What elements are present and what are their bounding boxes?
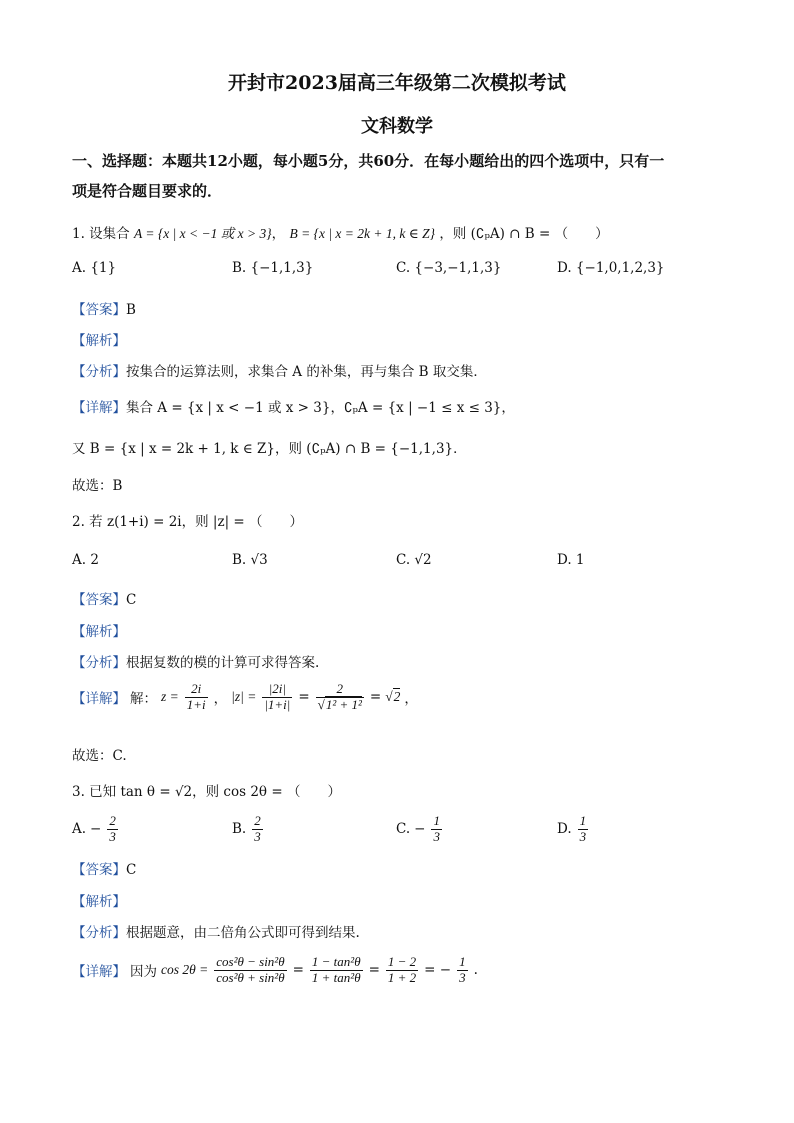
q1-choose: 故选：B (72, 478, 123, 494)
q2-fraction-3: $\frac{2}{\text{√1² + 1²}}$ (317, 681, 362, 712)
q3-answer: C (126, 862, 137, 878)
q1-option-d: D. {−1,0,1,2,3} (557, 260, 665, 276)
q1-detail-line1: 【详解】集合 A = {x | x < −1 或 x > 3}，∁ₚA = {x | −1 ≤ x ≤ 3}， (72, 400, 515, 416)
q3-option-c: C. − $\frac{1}{3}$ (396, 813, 440, 844)
q2-answer: C (126, 592, 137, 608)
q2-option-a: A. 2 (72, 552, 99, 568)
q2-detail-line: 【详解】 解： z = $\frac{2i}{1+i}$ ， |z| = $\frac{|2i|}{|1+i|}$ = $\frac{2}{\text{√1² + 1²}}$ = √2 ， (72, 681, 418, 712)
q1-answer: B (126, 302, 136, 318)
q2-choose: 故选：C. (72, 748, 127, 764)
q3-option-a: A. − $\frac{2}{3}$ (72, 813, 116, 844)
q1-analysis-label: 【解析】 (72, 333, 126, 349)
q1-option-a: A. {1} (72, 260, 117, 276)
q3-analysis-label: 【解析】 (72, 894, 126, 910)
q2-stem: 2. 若 z(1+i) = 2i，则 |z| = （ ） (72, 514, 304, 530)
q1-fenxi-line: 【分析】按集合的运算法则，求集合 A 的补集，再与集合 B 取交集． (72, 364, 487, 380)
q2-option-d: D. 1 (557, 552, 585, 568)
q2-fraction-2: $\frac{|2i|}{|1+i|}$ (264, 681, 291, 712)
q3-option-d: D. $\frac{1}{3}$ (557, 813, 587, 844)
q3-option-b: B. $\frac{2}{3}$ (232, 813, 261, 844)
q2-answer-line: 【答案】C (72, 592, 137, 608)
q3-fenxi-line: 【分析】根据题意，由二倍角公式即可得到结果. (72, 925, 360, 941)
section-heading-line1: 一、选择题：本题共12小题，每小题5分，共60分．在每小题给出的四个选项中，只有一 (72, 152, 665, 170)
q2-option-b: B. √3 (232, 552, 268, 568)
q1-stem: 1. 设集合 A = {x | x < −1 或 x > 3}， B = {x | x = 2k + 1, k ∈ Z} ，则 (∁ₚA) ∩ B = （ ） (72, 226, 609, 242)
q2-option-c: C. √2 (396, 552, 432, 568)
q3-stem: 3. 已知 tan θ = √2，则 cos 2θ = （ ） (72, 784, 341, 800)
q3-detail-line: 【详解】 因为 cos 2θ = $\frac{\text{cos²θ − sin²θ}}{\text{cos²θ + sin²θ}}$ = $\frac{\text{1 − tan²θ}}{\text{1 + tan²θ}}$ = $\frac{1 - 2}{1 + 2}$ = − $\frac{1}{3}$ . (72, 954, 478, 985)
section-heading-line2: 项是符合题目要求的． (72, 182, 223, 200)
q1-option-c: C. {−3,−1,1,3} (396, 260, 502, 276)
q1-answer-line: 【答案】B (72, 302, 136, 318)
q1-ask: ，则 (∁ₚA) ∩ B = （ ） (439, 226, 609, 242)
exam-subject: 文科数学 (361, 116, 433, 137)
exam-title: 开封市2023届高三年级第二次模拟考试 (228, 72, 566, 94)
q2-analysis-label: 【解析】 (72, 624, 126, 640)
q1-detail-line2: 又 B = {x | x = 2k + 1, k ∈ Z}，则 (∁ₚA) ∩ B = {−1,1,3}． (72, 441, 467, 457)
q3-answer-line: 【答案】C (72, 862, 137, 878)
q1-set-b: B = {x | x = 2k + 1, k ∈ Z} (289, 226, 436, 241)
q2-fraction-1: $\frac{2i}{1+i}$ (186, 681, 206, 712)
q1-option-b: B. {−1,1,3} (232, 260, 314, 276)
q2-fenxi-line: 【分析】根据复数的模的计算可求得答案. (72, 655, 320, 671)
q1-set-a: A = {x | x < −1 或 x > 3} (133, 226, 272, 241)
